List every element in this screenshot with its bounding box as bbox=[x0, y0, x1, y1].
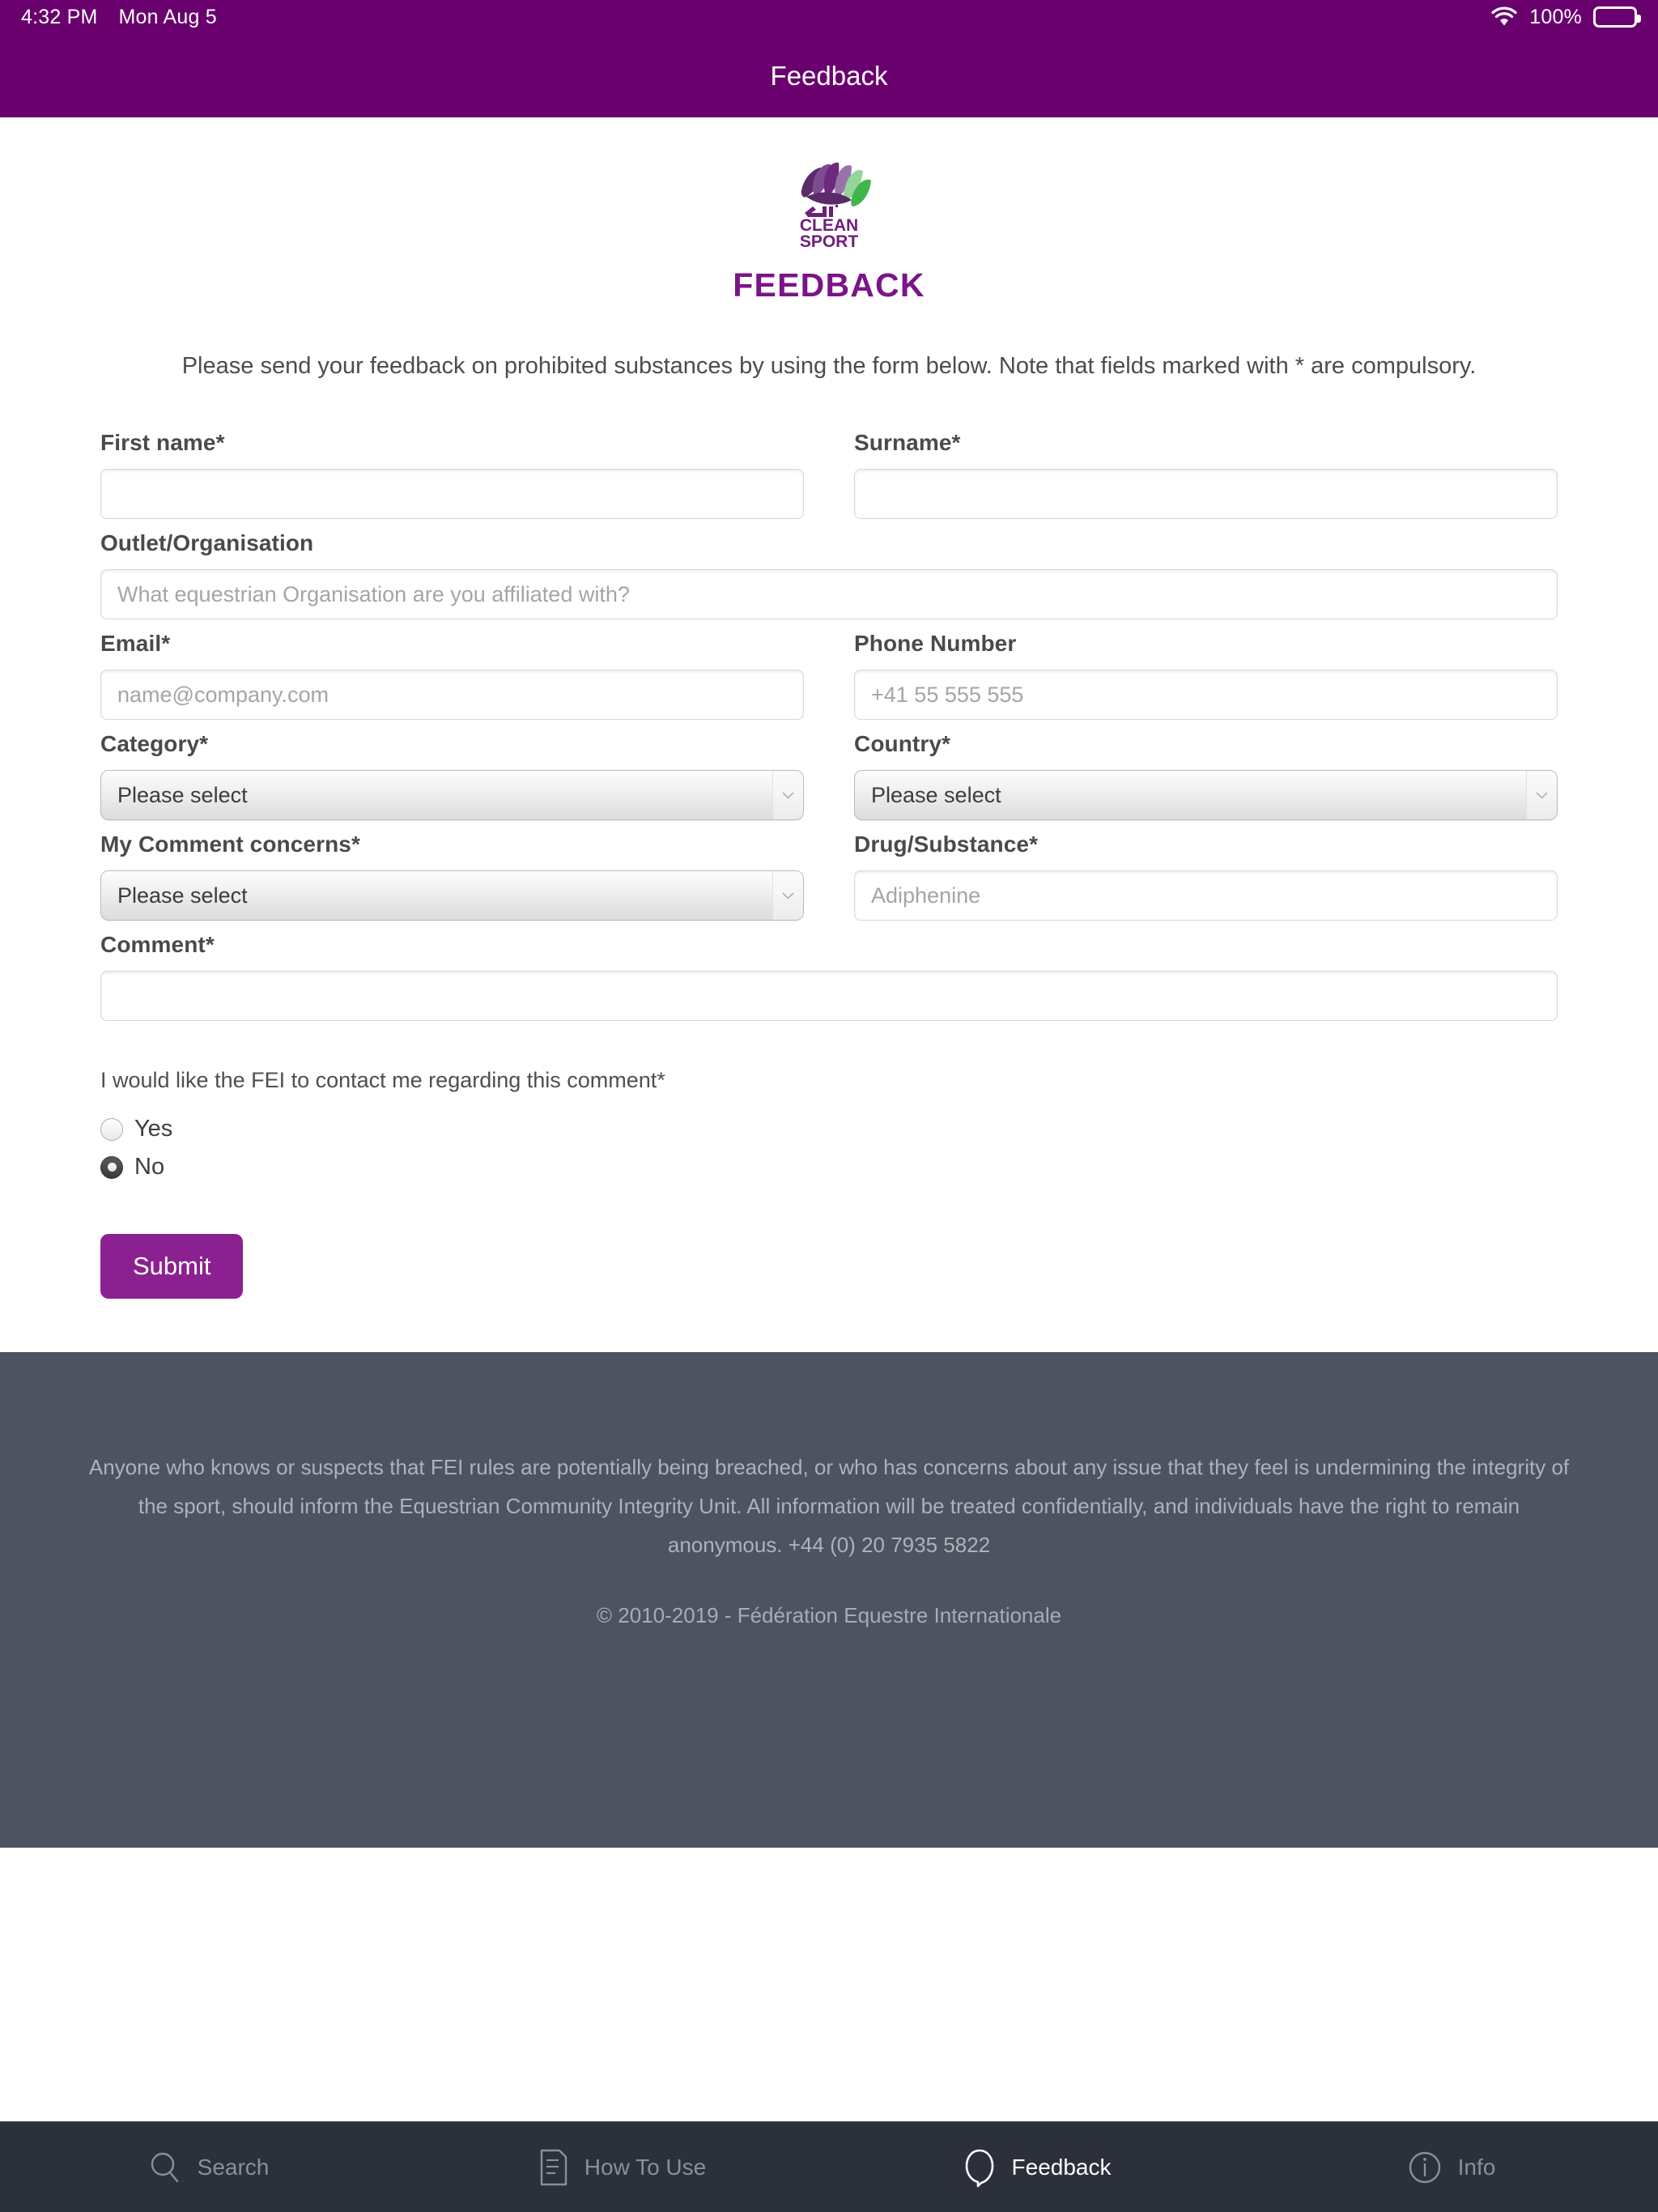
category-selected-value: Please select bbox=[117, 782, 248, 807]
country-label: Country* bbox=[854, 731, 951, 756]
form-row-comment bbox=[100, 932, 1558, 1021]
tab-how-to-use[interactable] bbox=[414, 2148, 829, 2187]
radio-no-label: No bbox=[134, 1154, 165, 1180]
radio-yes-button[interactable] bbox=[100, 1118, 123, 1141]
comment-concerns-label: My Comment concerns* bbox=[100, 832, 360, 857]
form-row-names bbox=[100, 430, 1558, 519]
outlet-organisation-label: Outlet/Organisation bbox=[100, 530, 314, 555]
field-phone-number bbox=[854, 631, 1558, 720]
field-country bbox=[854, 731, 1558, 820]
category-label: Category* bbox=[100, 731, 209, 756]
form-row-outlet bbox=[100, 530, 1558, 619]
form-row-concerns-substance bbox=[100, 832, 1558, 921]
status-bar bbox=[0, 0, 1658, 34]
svg-text:SPORT: SPORT bbox=[799, 232, 859, 251]
wifi-icon bbox=[1490, 6, 1518, 28]
form-row-category-country bbox=[100, 731, 1558, 820]
footer-disclaimer: Anyone who knows or suspects that FEI rules are potentially being breached, or who has concerns about any issue that they feel is undermining the integrity of the sport, should inform the Equestrian Community Integrity Unit. All information will be treated confidentially, and individuals have the right to remain anonymous. +44 (0) 20 7935 5822 bbox=[88, 1455, 1570, 1558]
submit-button[interactable]: Submit bbox=[100, 1234, 243, 1299]
comment-label: Comment* bbox=[100, 932, 215, 957]
footer-copyright: © 2010-2019 - Fédération Equestre Internationale bbox=[596, 1603, 1062, 1628]
field-drug-substance bbox=[854, 832, 1558, 921]
phone-number-label: Phone Number bbox=[854, 631, 1017, 656]
tab-info-label: Info bbox=[1457, 2154, 1496, 2180]
logo-container bbox=[0, 156, 1658, 252]
status-bar-left bbox=[21, 6, 217, 29]
field-comment-concerns bbox=[100, 832, 804, 921]
battery-percent-label: 100% bbox=[1529, 5, 1582, 28]
contact-consent-question: I would like the FEI to contact me regarding this comment* bbox=[100, 1068, 665, 1092]
svg-text:CLEAN: CLEAN bbox=[799, 216, 859, 235]
comment-concerns-select[interactable] bbox=[100, 870, 804, 921]
tab-search-label: Search bbox=[197, 2154, 270, 2180]
surname-input[interactable] bbox=[854, 469, 1558, 519]
drug-substance-input[interactable] bbox=[854, 870, 1558, 921]
outlet-organisation-input[interactable] bbox=[100, 569, 1558, 619]
radio-option-no[interactable] bbox=[100, 1154, 1558, 1180]
country-select[interactable] bbox=[854, 770, 1558, 820]
radio-yes-label: Yes bbox=[134, 1116, 173, 1142]
category-select[interactable] bbox=[100, 770, 804, 820]
drug-substance-label: Drug/Substance* bbox=[854, 832, 1039, 857]
field-first-name bbox=[100, 430, 804, 519]
field-comment bbox=[100, 932, 1558, 1021]
status-time: 4:32 PM bbox=[21, 5, 98, 28]
country-selected-value: Please select bbox=[871, 782, 1001, 807]
field-category bbox=[100, 731, 804, 820]
chevron-down-icon bbox=[772, 871, 803, 920]
first-name-label: First name* bbox=[100, 430, 225, 455]
footer bbox=[0, 1352, 1658, 1848]
fei-clean-sport-logo bbox=[777, 156, 881, 252]
nav-header bbox=[0, 34, 1658, 117]
comment-input[interactable] bbox=[100, 971, 1558, 1021]
document-icon bbox=[538, 2148, 570, 2187]
surname-label: Surname* bbox=[854, 430, 961, 455]
search-icon bbox=[146, 2149, 183, 2186]
first-name-input[interactable] bbox=[100, 469, 804, 519]
field-email bbox=[100, 631, 804, 720]
page-content bbox=[0, 117, 1658, 1352]
tab-search[interactable] bbox=[0, 2149, 414, 2186]
field-outlet-organisation bbox=[100, 530, 1558, 619]
status-date: Mon Aug 5 bbox=[118, 5, 217, 28]
tab-info[interactable] bbox=[1244, 2149, 1658, 2186]
info-circle-icon bbox=[1406, 2149, 1443, 2186]
feedback-heading: FEEDBACK bbox=[733, 266, 925, 304]
radio-no-button[interactable] bbox=[100, 1156, 123, 1179]
comment-concerns-selected-value: Please select bbox=[117, 883, 248, 908]
phone-number-input[interactable] bbox=[854, 670, 1558, 720]
tab-feedback-label: Feedback bbox=[1011, 2154, 1112, 2180]
email-input[interactable] bbox=[100, 670, 804, 720]
form-row-contact bbox=[100, 631, 1558, 720]
battery-icon bbox=[1593, 6, 1637, 28]
field-surname bbox=[854, 430, 1558, 519]
page-title: Feedback bbox=[770, 60, 888, 91]
email-label: Email* bbox=[100, 631, 171, 656]
chevron-down-icon bbox=[1526, 771, 1557, 819]
tab-feedback[interactable] bbox=[829, 2147, 1244, 2188]
tab-bar bbox=[0, 2121, 1658, 2212]
tab-how-to-use-label: How To Use bbox=[584, 2154, 707, 2180]
status-bar-right bbox=[1490, 6, 1637, 29]
intro-text: Please send your feedback on prohibited substances by using the form below. Note that fields marked with * are compulsory. bbox=[181, 353, 1477, 379]
feedback-form bbox=[0, 430, 1658, 1352]
speech-bubble-icon bbox=[962, 2147, 997, 2188]
radio-option-yes[interactable] bbox=[100, 1116, 1558, 1142]
chevron-down-icon bbox=[772, 771, 803, 819]
